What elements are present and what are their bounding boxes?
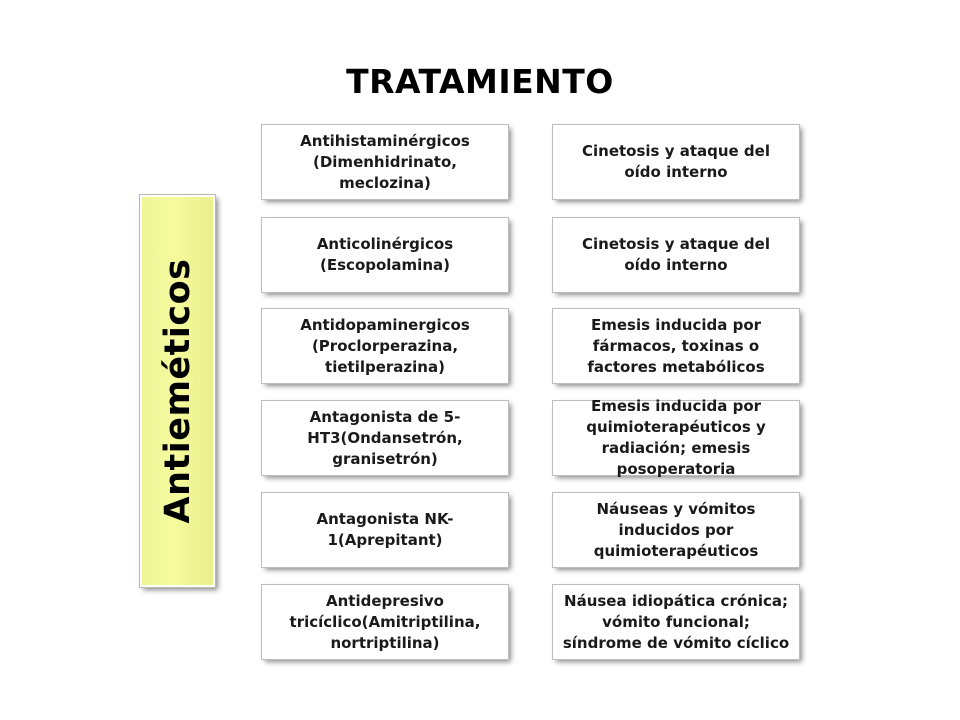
drug-box: Antidopaminergicos (Proclorperazina, tietilperazina) xyxy=(262,309,508,383)
indication-box: Cinetosis y ataque del oído interno xyxy=(553,125,799,199)
indication-box: Náusea idiopática crónica; vómito funcional; síndrome de vómito cíclico xyxy=(553,585,799,659)
drug-box: Antagonista NK-1(Aprepitant) xyxy=(262,493,508,567)
category-label: Antieméticos xyxy=(157,258,198,524)
indication-box: Cinetosis y ataque del oído interno xyxy=(553,218,799,292)
drug-box: Antidepresivo tricíclico(Amitriptilina, nortriptilina) xyxy=(262,585,508,659)
drug-box: Anticolinérgicos (Escopolamina) xyxy=(262,218,508,292)
page-title: TRATAMIENTO xyxy=(346,62,614,101)
drug-box: Antagonista de 5-HT3(Ondansetrón, granisetrón) xyxy=(262,401,508,475)
indication-box: Náuseas y vómitos inducidos por quimioterapéuticos xyxy=(553,493,799,567)
indication-box: Emesis inducida por quimioterapéuticos y radiación; emesis posoperatoria xyxy=(553,401,799,475)
indication-box: Emesis inducida por fármacos, toxinas o factores metabólicos xyxy=(553,309,799,383)
drug-box: Antihistaminérgicos (Dimenhidrinato, meclozina) xyxy=(262,125,508,199)
category-bar xyxy=(140,195,215,587)
